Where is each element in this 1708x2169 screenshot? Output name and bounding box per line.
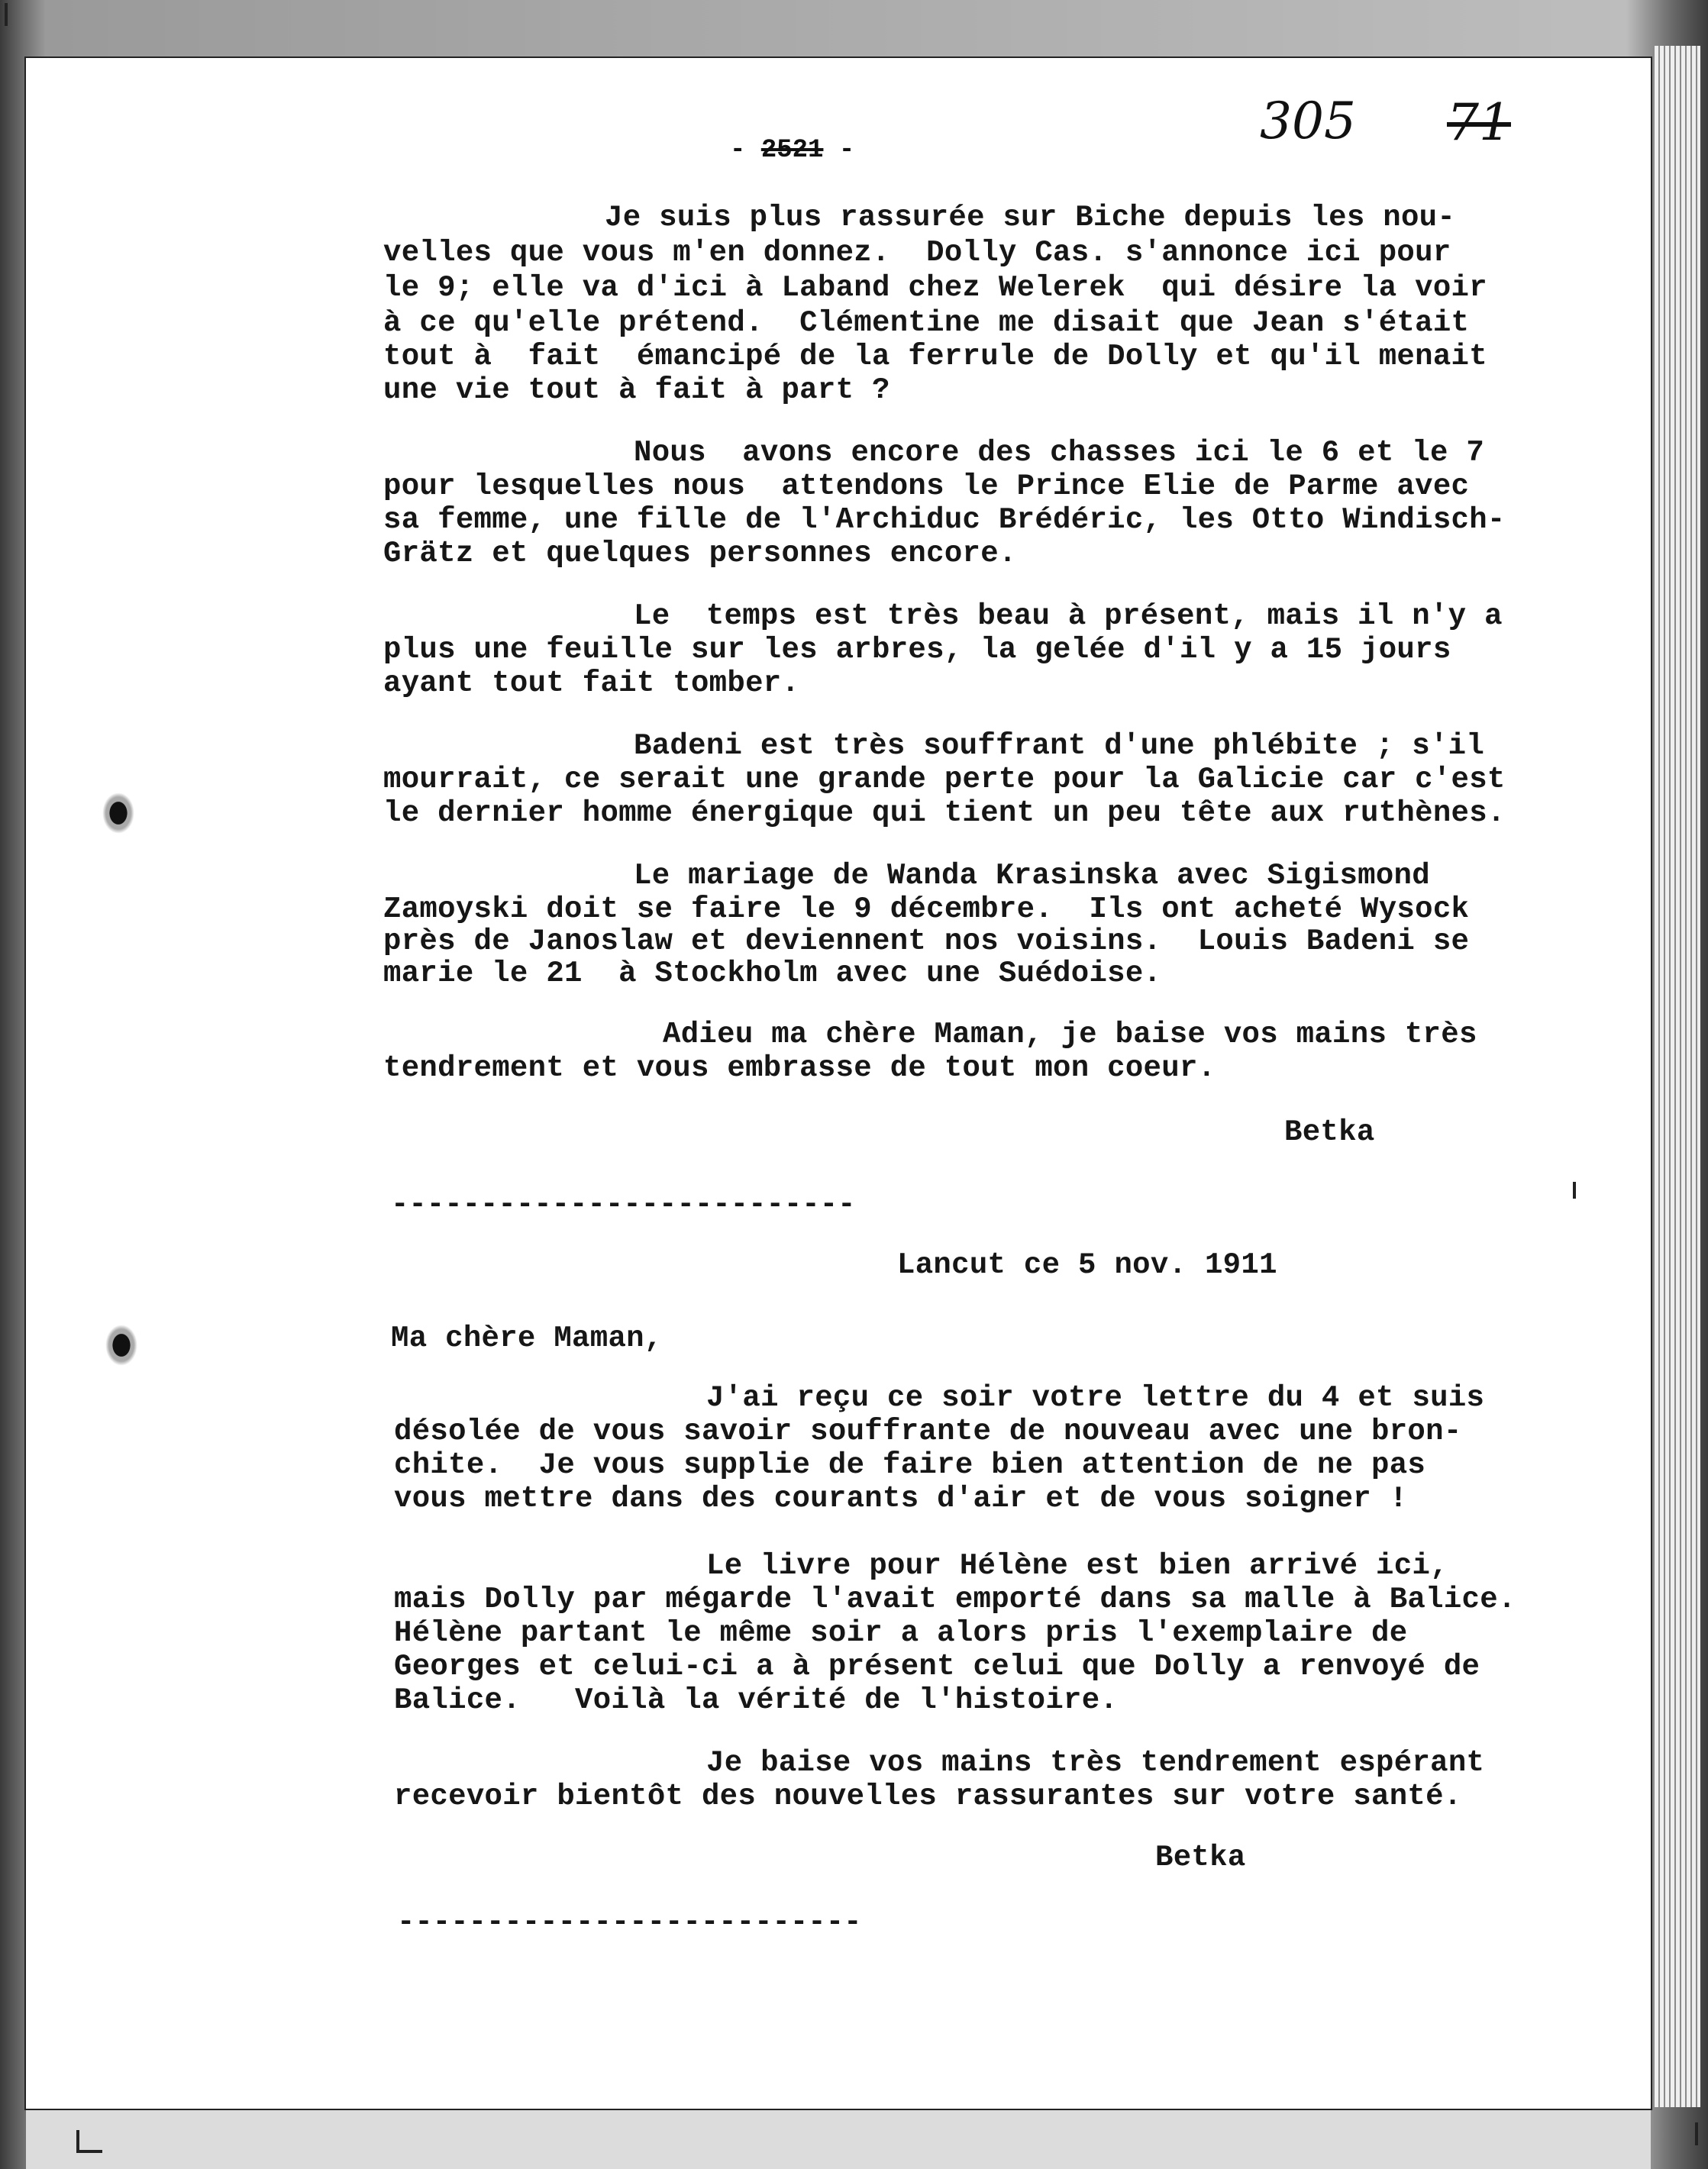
corner-mark: [1680, 2122, 1698, 2145]
letter2-p3-line2: recevoir bientôt des nouvelles rassurantes sur votre santé.: [394, 1780, 1462, 1813]
letter1-p1-line5: tout à fait émancipé de la ferrule de Dolly et qu'il menait: [383, 340, 1487, 373]
letter2-p3-line1: Je baise vos mains très tendrement espérant: [706, 1746, 1485, 1780]
letter1-p5-line3: près de Janoslaw et deviennent nos voisins. Louis Badeni se: [383, 925, 1470, 958]
letter1-p4-line2: mourrait, ce serait une grande perte pour la Galicie car c'est: [383, 763, 1506, 796]
sheet-bottom-edge: [26, 2109, 1651, 2169]
punch-hole-icon: [105, 1325, 137, 1366]
handwritten-crossed-mark: 71: [1447, 93, 1511, 152]
letter1-p5-line1: Le mariage de Wanda Krasinska avec Sigismond: [634, 859, 1430, 892]
letter1-p2-line1: Nous avons encore des chasses ici le 6 et le 7: [634, 436, 1485, 470]
letter2-signature: Betka: [1155, 1841, 1246, 1874]
letter1-p2-line2: pour lesquelles nous attendons le Prince Elie de Parme avec: [383, 470, 1470, 503]
letter2-dateline: Lancut ce 5 nov. 1911: [897, 1248, 1277, 1282]
punch-hole-icon: [102, 792, 134, 834]
letter1-p4-line1: Badeni est très souffrant d'une phlébite ; s'il: [634, 729, 1485, 763]
handwritten-folio: 305: [1260, 92, 1356, 150]
letter2-p1-line2: désolée de vous savoir souffrante de nouveau avec une bron-: [394, 1415, 1462, 1448]
separator-line: --------------------------: [397, 1906, 862, 1939]
letter1-p1-line4: à ce qu'elle prétend. Clémentine me disait que Jean s'était: [383, 306, 1470, 340]
letter2-p2-line4: Georges et celui-ci a à présent celui que Dolly a renvoyé de: [394, 1650, 1480, 1683]
letter1-p1-line6: une vie tout à fait à part ?: [383, 373, 890, 407]
letter1-p3-line3: ayant tout fait tomber.: [383, 667, 800, 700]
letter2-p2-line1: Le livre pour Hélène est bien arrivé ici,: [706, 1549, 1448, 1583]
separator-line: --------------------------: [391, 1188, 856, 1222]
corner-mark: [76, 2130, 102, 2153]
letter2-p1-line1: J'ai reçu ce soir votre lettre du 4 et suis: [706, 1381, 1485, 1415]
letter2-p2-line3: Hélène partant le même soir a alors pris l'exemplaire de: [394, 1616, 1408, 1650]
letter1-p1-line1: Je suis plus rassurée sur Biche depuis les nou-: [605, 201, 1456, 234]
letter1-p6-line1: Adieu ma chère Maman, je baise vos mains très: [663, 1018, 1477, 1051]
stacked-page-edges: [1655, 46, 1700, 2107]
letter1-p4-line3: le dernier homme énergique qui tient un peu tête aux ruthènes.: [383, 796, 1506, 830]
letter2-p2-line5: Balice. Voilà la vérité de l'histoire.: [394, 1683, 1119, 1717]
letter1-p2-line4: Grätz et quelques personnes encore.: [383, 537, 1017, 570]
letter1-p1-line2: velles que vous m'en donnez. Dolly Cas. s'annonce ici pour: [383, 236, 1451, 270]
letter1-p3-line2: plus une feuille sur les arbres, la gelée d'il y a 15 jours: [383, 633, 1451, 667]
letter1-p6-line2: tendrement et vous embrasse de tout mon coeur.: [383, 1051, 1216, 1085]
letter1-p2-line3: sa femme, une fille de l'Archiduc Brédéric, les Otto Windisch-: [383, 503, 1506, 537]
corner-mark: [1573, 1182, 1584, 1199]
letter1-p1-line3: le 9; elle va d'ici à Laband chez Welerek qui désire la voir: [383, 271, 1487, 305]
page-number: - 2521 -: [730, 136, 855, 165]
letter2-salutation: Ma chère Maman,: [391, 1322, 663, 1355]
letter2-p2-line2: mais Dolly par mégarde l'avait emporté dans sa malle à Balice.: [394, 1583, 1516, 1616]
corner-mark: [5, 3, 24, 26]
letter2-p1-line3: chite. Je vous supplie de faire bien attention de ne pas: [394, 1448, 1426, 1482]
letter2-p1-line4: vous mettre dans des courants d'air et de vous soigner !: [394, 1482, 1408, 1515]
letter1-p3-line1: Le temps est très beau à présent, mais il n'y a: [634, 599, 1503, 633]
letter1-p5-line2: Zamoyski doit se faire le 9 décembre. Ils ont acheté Wysock: [383, 892, 1470, 926]
letter1-p5-line4: marie le 21 à Stockholm avec une Suédoise.: [383, 957, 1162, 990]
letter1-signature: Betka: [1284, 1115, 1375, 1149]
